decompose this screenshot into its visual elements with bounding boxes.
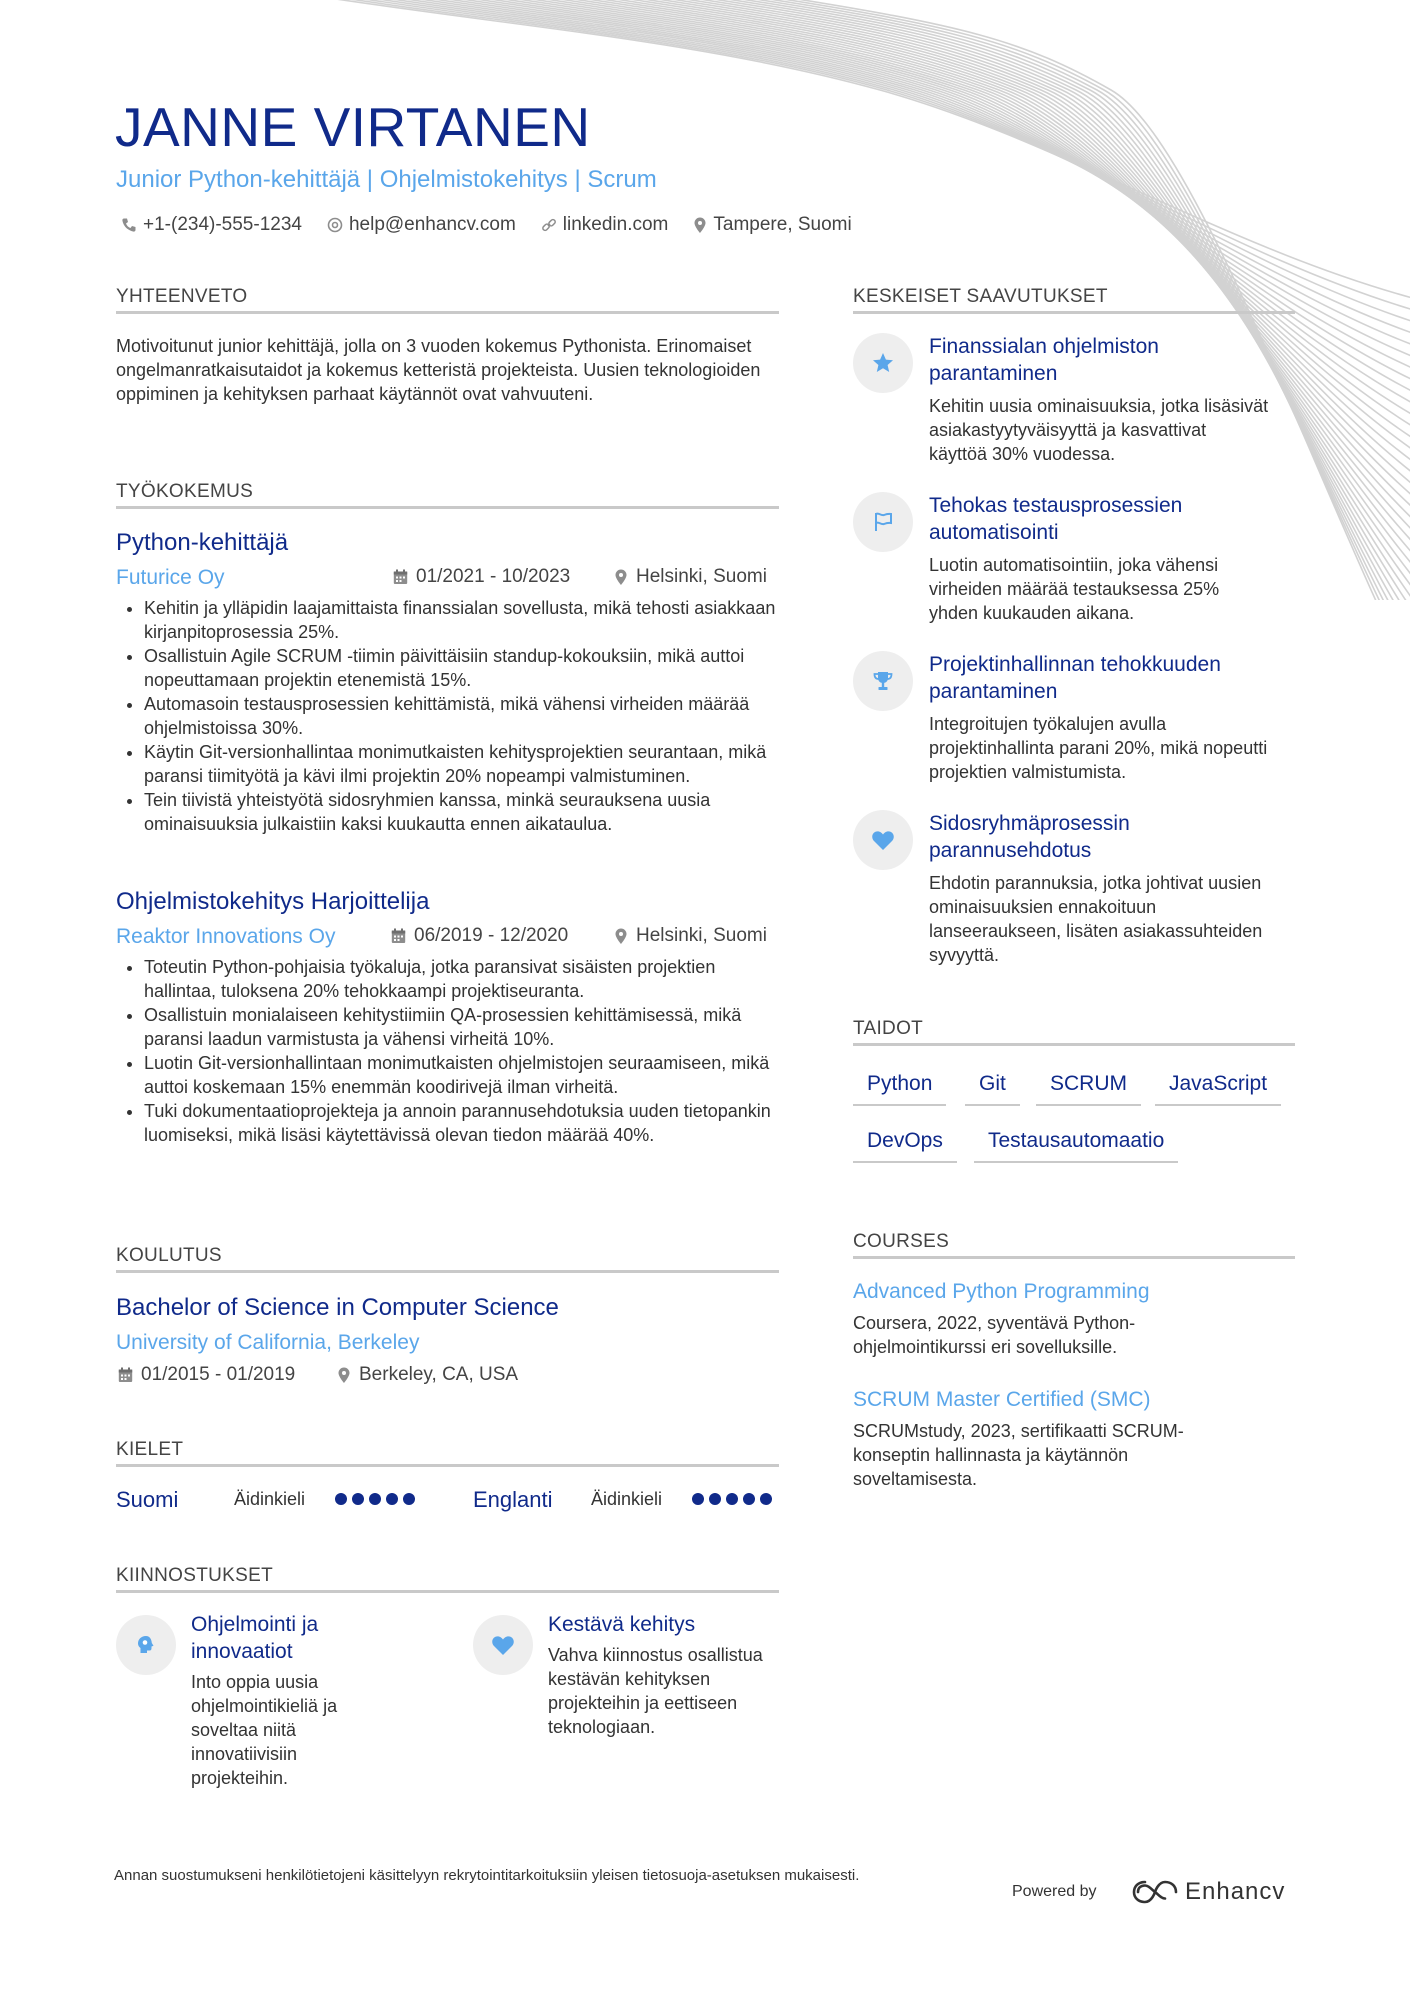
calendar-icon (391, 928, 406, 944)
school-name: University of California, Berkeley (116, 1331, 420, 1354)
achievement-desc: Kehitin uusia ominaisuuksia, jotka lisäsivät asiakastyytyväisyyttä ja kasvattivat käyttöä 30% vuodessa. (929, 396, 1269, 464)
interest-icon-badge (116, 1615, 176, 1675)
job-location-text: Helsinki, Suomi (636, 566, 767, 587)
link-icon (541, 217, 557, 233)
achievement-icon-badge (853, 651, 913, 711)
education-dates-text: 01/2015 - 01/2019 (141, 1364, 296, 1385)
location-pin-icon (614, 569, 628, 586)
interest-desc: Into oppia uusia ohjelmointikieliä ja soveltaa niitä innovatiivisiin projekteihin. (191, 1672, 338, 1788)
section-divider (853, 1256, 1295, 1259)
skill-tag: DevOps (853, 1129, 957, 1163)
contact-location (693, 214, 851, 236)
section-title-achievements: KESKEISET SAAVUTUKSET (853, 286, 1108, 307)
language-level: Äidinkieli (591, 1489, 663, 1509)
job-bullet: • Luotin Git-versionhallintaan monimutkaisten ohjelmistojen seuraamiseen, mikä auttoi koskemaan 15% enemmän koodirivejä ilman virheitä. (144, 1051, 789, 1099)
skill-tag: Testausautomaatio (974, 1129, 1178, 1163)
achievement-icon-badge (853, 333, 913, 393)
job-bullet: • Toteutin Python-pohjaisia työkaluja, jotka paransivat sisäisten projektien hallintaa, tuloksena 20% tehokkaampi projektiseuranta. (144, 955, 789, 1003)
interest-icon-badge (473, 1615, 533, 1675)
skill-tag: Python (853, 1072, 946, 1106)
section-divider (116, 506, 779, 509)
job-bullet: • Käytin Git-versionhallintaa monimutkaisten kehitysprojektien seurantaan, mikä paransi tiimityötä ja kävi ilmi projektin 20% nopeampi valmistuminen. (144, 740, 789, 788)
course-desc: Coursera, 2022, syventävä Python-ohjelmointikurssi eri sovelluksille. (853, 1313, 1136, 1357)
contact-phone[interactable] (121, 214, 302, 236)
job-bullet: • Tuki dokumentaatioprojekteja ja annoin parannusehdotuksia uuden tietopankin luomiseksi, mikä lisäsi käytettävissä olevan tiedon määrää 40%. (144, 1099, 789, 1147)
achievement-title: Projektinhallinnan tehokkuuden parantaminen (929, 653, 1221, 703)
job-title: Ohjelmistokehitys Harjoittelija (116, 888, 430, 915)
skill-tag: SCRUM (1036, 1072, 1141, 1106)
achievement-icon-badge (853, 492, 913, 552)
contact-linkedin[interactable] (541, 214, 669, 236)
section-title-interests: KIINNOSTUKSET (116, 1565, 273, 1586)
achievement-title: Tehokas testausprosessien automatisointi (929, 494, 1183, 544)
education-location (337, 1364, 518, 1386)
achievement-title: Sidosryhmäprosessin parannusehdotus (929, 812, 1130, 862)
job-company: Futurice Oy (116, 566, 225, 589)
contact-email[interactable] (327, 214, 516, 236)
language-proficiency-dots (692, 1493, 777, 1505)
interest-title: Kestävä kehitys (548, 1613, 696, 1636)
section-title-education: KOULUTUS (116, 1245, 222, 1266)
proficiency-dot (335, 1493, 347, 1505)
language-name: Suomi (116, 1487, 179, 1512)
proficiency-dot (709, 1493, 721, 1505)
job-bullet: • Kehitin ja ylläpidin laajamittaista finanssialan sovellusta, mikä tehosti asiakkaan kirjanpitoprosessia 25%. (144, 596, 789, 644)
location-pin-icon (614, 928, 628, 945)
section-title-summary: YHTEENVETO (116, 286, 248, 307)
course-desc: SCRUMstudy, 2023, sertifikaatti SCRUM-konseptin hallinnasta ja käytännön soveltamisesta. (853, 1421, 1184, 1489)
section-title-experience: TYÖKOKEMUS (116, 481, 254, 502)
candidate-name: JANNE VIRTANEN (115, 96, 591, 158)
contact-email-text: help@enhancv.com (348, 214, 516, 235)
gdpr-consent-note: Annan suostumukseni henkilötietojeni käsittelyyn rekrytointitarkoituksiin yleisen tietosuoja-asetuksen mukaisesti. (114, 1867, 860, 1884)
candidate-headline: Junior Python-kehittäjä | Ohjelmistokehitys | Scrum (116, 166, 657, 193)
education-dates (118, 1364, 295, 1386)
achievement-icon-badge (853, 810, 913, 870)
star-icon (871, 351, 895, 375)
section-divider (116, 1590, 779, 1593)
calendar-icon (393, 569, 408, 585)
heart-icon (871, 829, 895, 851)
course-title: SCRUM Master Certified (SMC) (853, 1388, 1151, 1411)
degree-title: Bachelor of Science in Computer Science (116, 1294, 559, 1321)
job-bullet: • Tein tiivistä yhteistyötä sidosryhmien kanssa, minkä seurauksena uusia ominaisuuksia julkaistiin kaksi kuukautta ennen aikataulua. (144, 788, 789, 836)
summary-text: Motivoitunut junior kehittäjä, jolla on 3 vuoden kokemus Pythonista. Erinomaiset ongelmanratkaisutaidot ja kokemus ketteristä projekteista. Uusien teknologioiden oppiminen ja kehityksen parhaat käytännöt ovat vahvuuteni. (116, 336, 761, 404)
enhancv-logo-icon (1131, 1878, 1179, 1906)
proficiency-dot (692, 1493, 704, 1505)
proficiency-dot (726, 1493, 738, 1505)
job-bullet: • Osallistuin monialaiseen kehitystiimiin QA-prosessien kehittämisessä, mikä paransi laadun varmistusta ja vähensi virheitä 10%. (144, 1003, 789, 1051)
location-pin-icon (693, 217, 707, 234)
proficiency-dot (386, 1493, 398, 1505)
proficiency-dot (369, 1493, 381, 1505)
proficiency-dot (743, 1493, 755, 1505)
job-bullet: • Osallistuin Agile SCRUM -tiimin päivittäisiin standup-kokouksiin, mikä auttoi nopeuttamaan projektin etenemistä 15%. (144, 644, 789, 692)
job-bullet: • Automasoin testausprosessien kehittämistä, mikä vähensi virheiden määrää ohjelmistoissa 30%. (144, 692, 789, 740)
achievement-title: Finanssialan ohjelmiston parantaminen (929, 335, 1159, 385)
job-location (614, 566, 767, 588)
job-title: Python-kehittäjä (116, 529, 289, 556)
enhancv-brand-name: Enhancv (1185, 1878, 1286, 1905)
phone-icon (121, 217, 137, 233)
flag-icon (871, 510, 895, 534)
section-divider (853, 1043, 1295, 1046)
proficiency-dot (760, 1493, 772, 1505)
section-divider (116, 311, 779, 314)
job-dates (391, 925, 568, 947)
section-title-courses: COURSES (853, 1231, 950, 1252)
skill-tag: Git (965, 1072, 1020, 1106)
job-dates-text: 06/2019 - 12/2020 (414, 925, 569, 946)
contact-phone-text: +1-(234)-555-1234 (143, 214, 302, 235)
language-level: Äidinkieli (234, 1489, 306, 1509)
education-location-text: Berkeley, CA, USA (359, 1364, 519, 1385)
section-title-languages: KIELET (116, 1439, 184, 1460)
heart-icon (491, 1634, 515, 1656)
skill-tag: JavaScript (1155, 1072, 1281, 1106)
powered-by-label: Powered by (1012, 1883, 1097, 1900)
contact-bar (121, 214, 877, 236)
section-title-skills: TAIDOT (853, 1018, 924, 1039)
job-company: Reaktor Innovations Oy (116, 925, 336, 948)
job-bullets (116, 596, 789, 836)
achievement-desc: Luotin automatisointiin, joka vähensi virheiden määrää testauksessa 25% yhden kuukauden aikana. (929, 555, 1220, 623)
section-divider (853, 311, 1295, 314)
course-title: Advanced Python Programming (853, 1280, 1150, 1303)
at-icon (327, 217, 343, 233)
job-bullets (116, 955, 789, 1147)
proficiency-dot (403, 1493, 415, 1505)
language-proficiency-dots (335, 1493, 420, 1505)
calendar-icon (118, 1367, 133, 1383)
achievement-desc: Integroitujen työkalujen avulla projektinhallinta parani 20%, mikä nopeutti projektien valmistumista. (929, 714, 1268, 782)
trophy-icon (871, 669, 895, 693)
job-location (614, 925, 767, 947)
job-location-text: Helsinki, Suomi (636, 925, 767, 946)
job-dates (393, 566, 570, 588)
job-dates-text: 01/2021 - 10/2023 (416, 566, 571, 587)
interest-title: Ohjelmointi ja innovaatiot (191, 1613, 319, 1663)
contact-location-text: Tampere, Suomi (713, 214, 852, 235)
brain-icon (134, 1633, 158, 1657)
interest-desc: Vahva kiinnostus osallistua kestävän kehityksen projekteihin ja eettiseen teknologiaan. (548, 1645, 763, 1737)
enhancv-logo[interactable] (1131, 1878, 1285, 1906)
proficiency-dot (352, 1493, 364, 1505)
achievement-desc: Ehdotin parannuksia, jotka johtivat uusien ominaisuuksien ennakoituun lanseeraukseen, lisäten asiakassuhteiden syvyyttä. (929, 873, 1263, 965)
location-pin-icon (337, 1367, 351, 1384)
language-name: Englanti (473, 1487, 553, 1512)
section-divider (116, 1464, 779, 1467)
section-divider (116, 1270, 779, 1273)
contact-linkedin-text: linkedin.com (562, 214, 669, 235)
wave-line (604, 0, 1410, 550)
